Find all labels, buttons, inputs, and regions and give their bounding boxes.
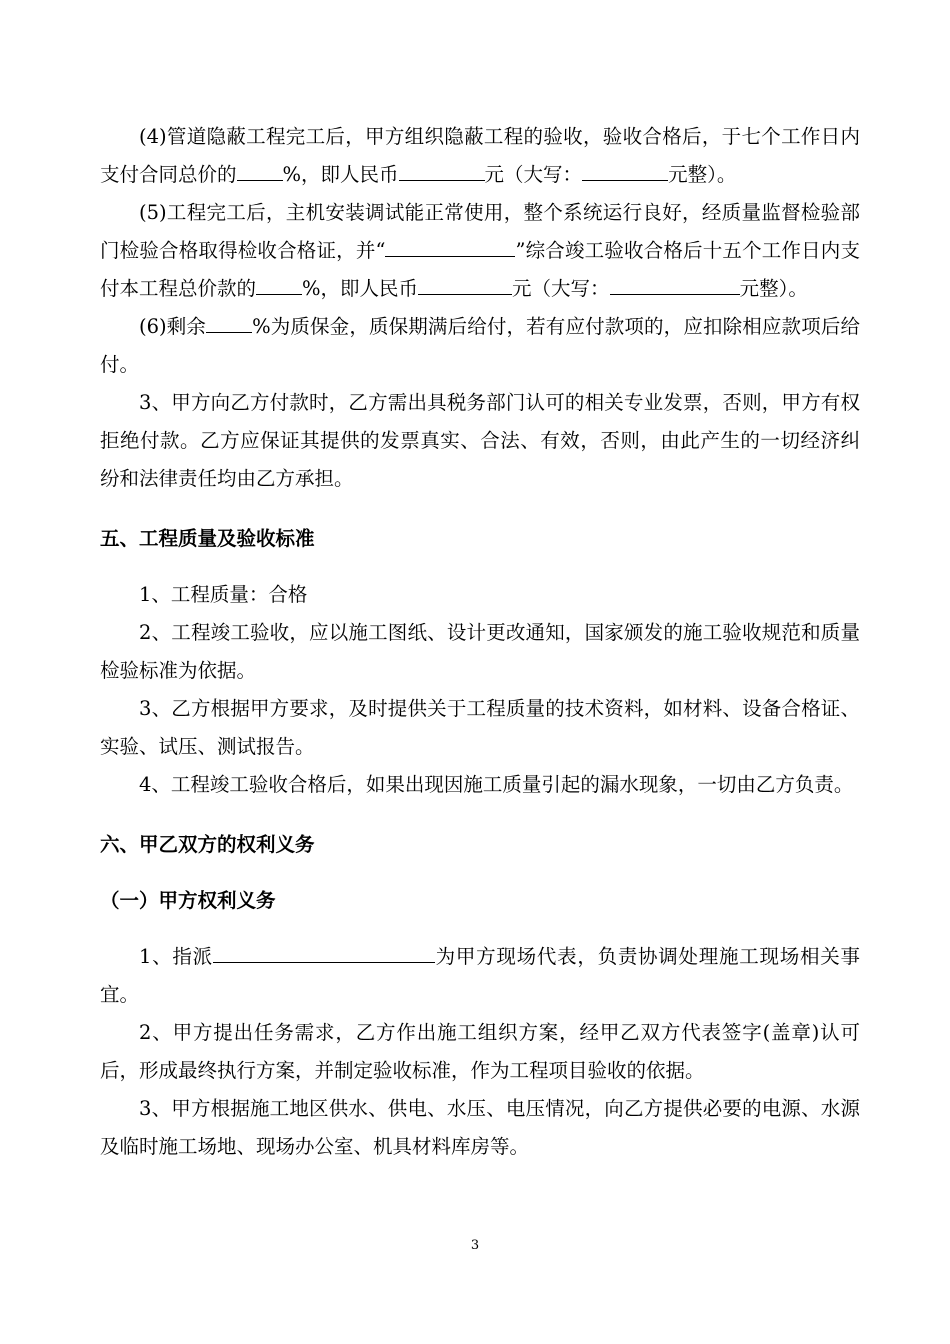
quality-item-2: 2、工程竣工验收，应以施工图纸、设计更改通知，国家颁发的施工验收规范和质量检验标准为依据。 — [100, 621, 860, 682]
clause-text: (5)工程完工后，主机安装调试能正常使用，整个系统运行良好，经质量监督检验部门检验合格取得检收合格证，并“ — [100, 201, 860, 262]
rights-item-2: 2、甲方提出任务需求，乙方作出施工组织方案，经甲乙双方代表签字(盖章)认可后，形成最终执行方案，并制定验收标准，作为工程项目验收的依据。 — [100, 1021, 860, 1082]
clause-text: ”综合竣工验收合格后十五个工作日内支付本工程总价款的 — [100, 239, 860, 300]
clause-text: %为质保金，质保期满后给付，若有应付款项的，应扣除相应款项后给付。 — [100, 315, 860, 376]
section-heading-rights: 六、甲乙双方的权利义务 — [100, 833, 315, 856]
percent-blank — [206, 313, 252, 334]
subsection-heading-party-a: （一）甲方权利义务 — [100, 889, 276, 912]
clause-text: 为甲方现场代表，负责协调处理施工现场相关事宜。 — [100, 945, 860, 1006]
clause-text: %，即人民币 — [282, 163, 399, 186]
clause-text: 元整）。 — [739, 277, 808, 300]
quality-item-1: 1、工程质量：合格 — [139, 583, 308, 606]
clause-text: (4)管道隐蔽工程完工后，甲方组织隐蔽工程的验收，验收合格后，于七个工作日内支付合同总价的 — [100, 125, 860, 186]
clause-text: %，即人民币 — [302, 277, 419, 300]
amount-blank — [399, 161, 485, 182]
percent-blank — [237, 161, 283, 182]
acceptance-party-blank — [385, 237, 515, 258]
quality-item-3: 3、乙方根据甲方要求，及时提供关于工程质量的技术资料，如材料、设备合格证、实验、试压、测试报告。 — [100, 697, 860, 758]
rights-item-1 — [100, 938, 860, 1014]
payment-clause-6 — [100, 308, 860, 384]
clause-text: 元（大写： — [484, 163, 583, 186]
clause-text: (6)剩余 — [139, 315, 207, 338]
page-content — [100, 118, 860, 1166]
amount-blank — [418, 275, 512, 296]
quality-item-4: 4、工程竣工验收合格后，如果出现因施工质量引起的漏水现象，一切由乙方负责。 — [139, 773, 854, 796]
representative-blank — [213, 943, 435, 964]
clause-text: 1、指派 — [139, 945, 213, 968]
section-heading-quality: 五、工程质量及验收标准 — [100, 527, 315, 550]
percent-blank — [256, 275, 302, 296]
payment-clause-5 — [100, 194, 860, 308]
invoice-clause: 3、甲方向乙方付款时，乙方需出具税务部门认可的相关专业发票，否则，甲方有权拒绝付款。乙方应保证其提供的发票真实、合法、有效，否则，由此产生的一切经济纠纷和法律责任均由乙方承担。 — [100, 391, 860, 490]
payment-clause-4 — [100, 118, 860, 194]
rights-item-3: 3、甲方根据施工地区供水、供电、水压、电压情况，向乙方提供必要的电源、水源及临时施工场地、现场办公室、机具材料库房等。 — [100, 1097, 860, 1158]
clause-text: 元（大写： — [512, 277, 610, 300]
amount-words-blank — [610, 275, 740, 296]
amount-words-blank — [582, 161, 668, 182]
clause-text: 元整）。 — [668, 163, 737, 186]
page-number: 3 — [470, 1238, 480, 1253]
